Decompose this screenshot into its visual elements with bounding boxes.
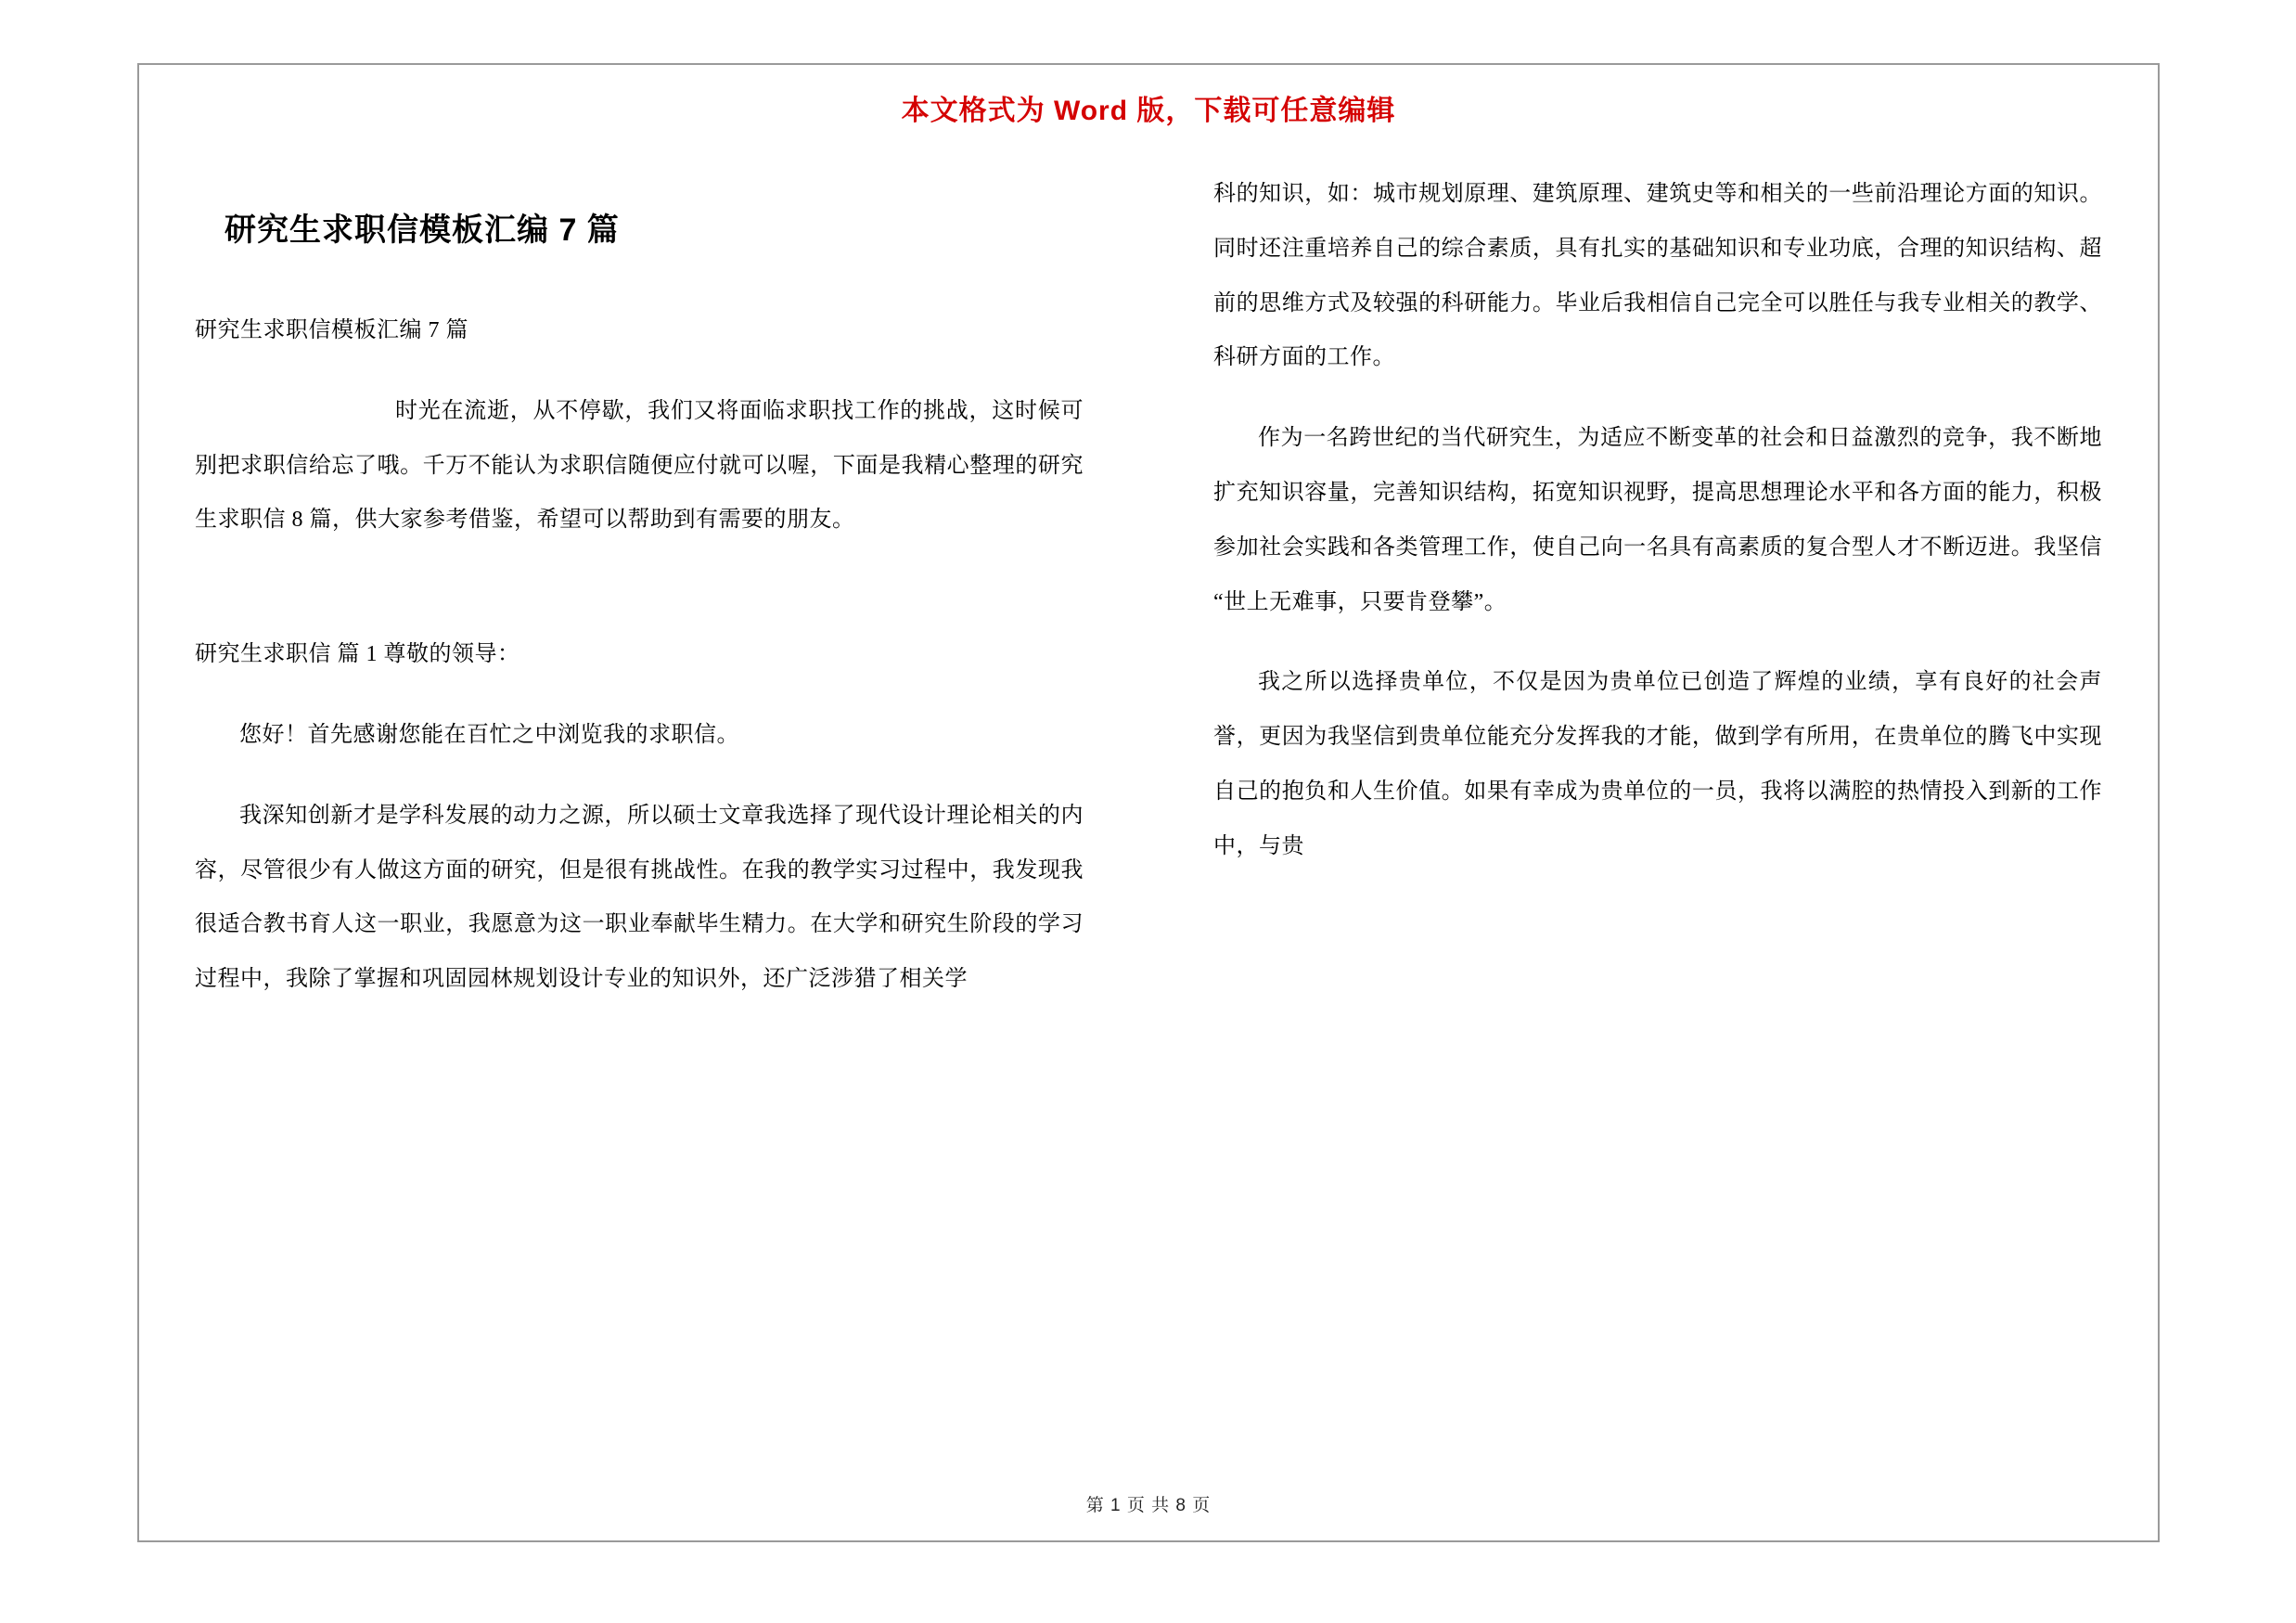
spacer — [1213, 385, 2102, 411]
page-columns — [139, 167, 2158, 1448]
spacer — [1213, 629, 2102, 655]
paragraph-right-2: 作为一名跨世纪的当代研究生，为适应不断变革的社会和日益激烈的竞争，我不断地扩充知识容量，完善知识结构，拓宽知识视野，提高思想理论水平和各方面的能力，积极参加社会实践和各类管理工作，使自己向一名具有高素质的复合型人才不断迈进。我坚信“世上无难事，只要肯登攀”。 — [1213, 426, 2102, 614]
left-column — [195, 167, 1148, 1448]
page-title: 研究生求职信模板汇编 7 篇 — [224, 213, 620, 248]
spacer — [195, 763, 1084, 789]
spacer — [195, 250, 1084, 303]
paragraph-left-5: 我深知创新才是学科发展的动力之源，所以硕士文章我选择了现代设计理论相关的内容，尽管很少有人做这方面的研究，但是很有挑战性。在我的教学实习过程中，我发现我很适合教书育人这一职业，我愿意为这一职业奉献毕生精力。在大学和研究生阶段的学习过程中，我除了掌握和巩固园林规划设计专业的知识外，还广泛涉猎了相关学 — [195, 803, 1084, 992]
spacer — [195, 547, 1084, 627]
paragraph-right-1: 科的知识，如：城市规划原理、建筑原理、建筑史等和相关的一些前沿理论方面的知识。同时还注重培养自己的综合素质，具有扎实的基础知识和专业功底，合理的知识结构、超前的思维方式及较强的科研能力。毕业后我相信自己完全可以胜任与我专业相关的教学、科研方面的工作。 — [1213, 182, 2102, 370]
paragraph-left-1: 研究生求职信模板汇编 7 篇 — [195, 318, 468, 342]
paragraph-right-3: 我之所以选择贵单位，不仅是因为贵单位已创造了辉煌的业绩，享有良好的社会声誉，更因为我坚信到贵单位能充分发挥我的才能，做到学有所用，在贵单位的腾飞中实现自己的抱负和人生价值。如果有幸成为贵单位的一员，我将以满腔的热情投入到新的工作中，与贵 — [1213, 670, 2102, 858]
word-format-banner: 本文格式为 Word 版，下载可任意编辑 — [901, 96, 1396, 126]
spacer — [195, 358, 1084, 384]
right-column — [1148, 167, 2102, 1448]
page-footer: 第 1 页 共 8 页 — [1085, 1496, 1212, 1515]
document-page — [137, 63, 2160, 1542]
paragraph-left-4: 您好！首先感谢您能在百忙之中浏览我的求职信。 — [239, 722, 739, 747]
paragraph-left-2: 时光在流逝，从不停歇，我们又将面临求职找工作的挑战，这时候可别把求职信给忘了哦。千万不能认为求职信随便应付就可以喔，下面是我精心整理的研究生求职信 8 篇，供大家参考借鉴，希望可以帮助到有需要的朋友。 — [195, 398, 1084, 533]
spacer — [195, 682, 1084, 708]
paragraph-left-3: 研究生求职信 篇 1 尊敬的领导： — [195, 642, 520, 667]
